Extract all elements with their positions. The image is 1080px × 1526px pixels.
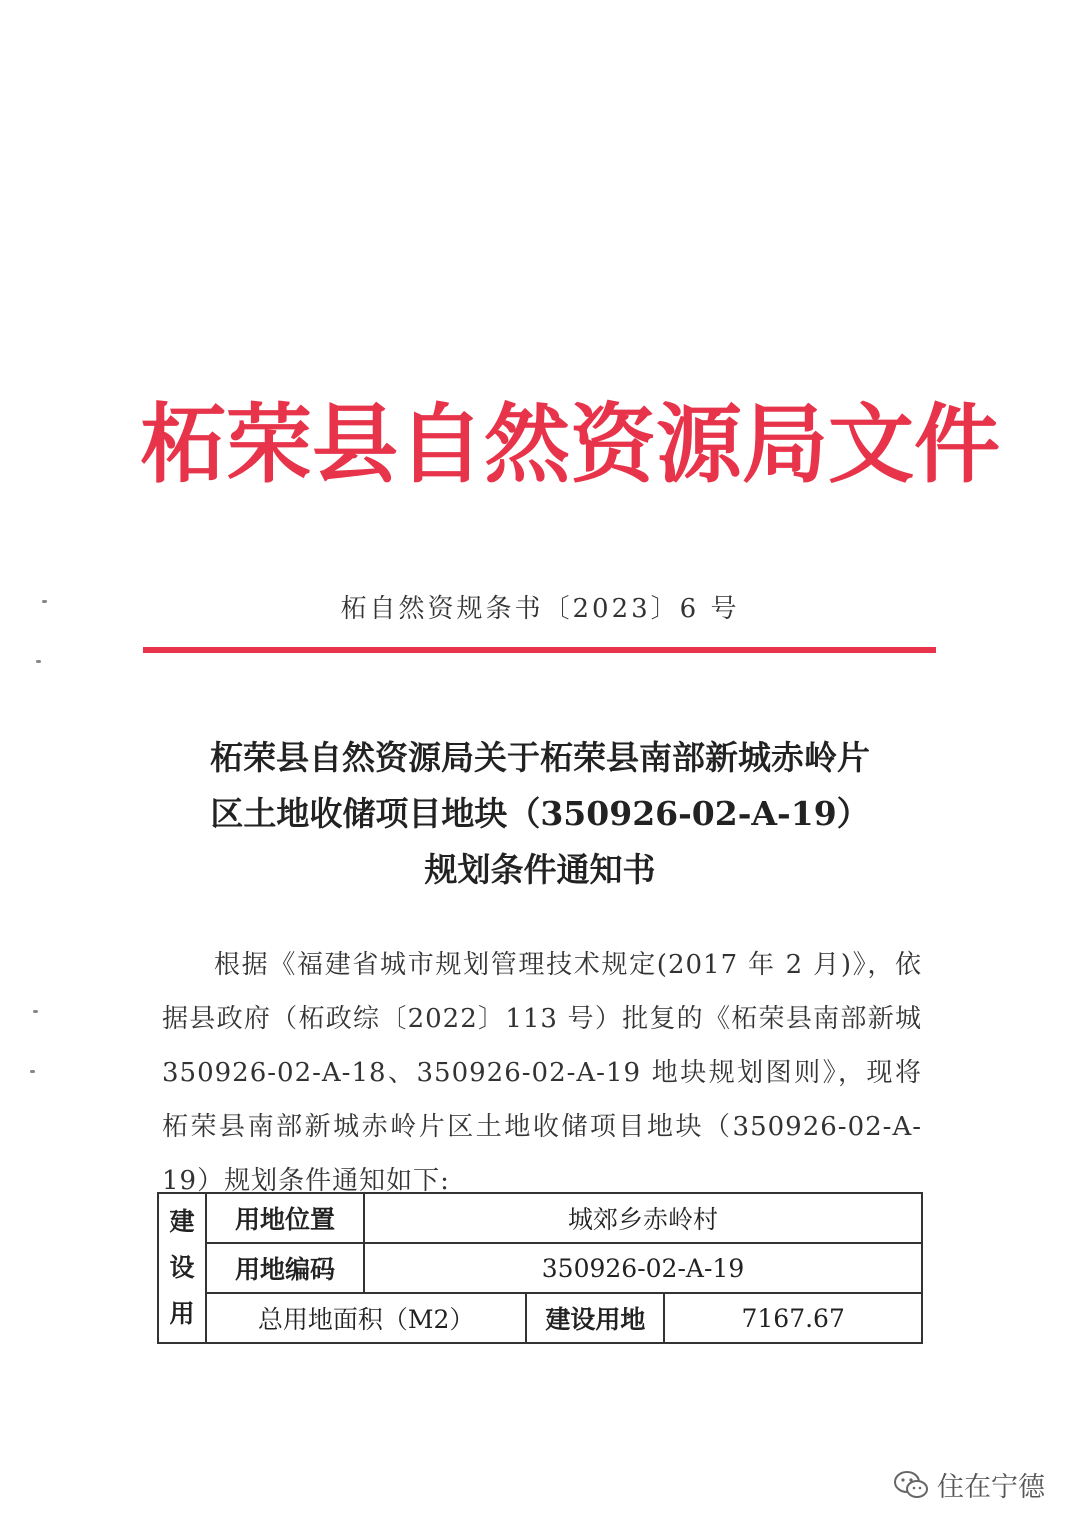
- vertical-char: 设: [169, 1253, 195, 1282]
- body-paragraph: 根据《福建省城市规划管理技术规定(2017 年 2 月)》，依据县政府（柘政综〔2022〕113 号）批复的《柘荣县南部新城 350926-02-A-18、350926-02-A-19 地块规划图则》，现将柘荣县南部新城赤岭片区土地收储项目地块（350926-02-A-19）规划条件通知如下:: [162, 950, 922, 1196]
- table-row: [158, 1293, 922, 1343]
- watermark-text: 住在宁德: [937, 1472, 1045, 1503]
- construction-land-label: 建设用地: [526, 1293, 664, 1343]
- title-line-3: 规划条件通知书: [424, 850, 656, 889]
- issuer-title: 柘荣县自然资源局文件: [140, 395, 1000, 495]
- land-location-label: 用地位置: [206, 1193, 364, 1243]
- land-code-value: 350926-02-A-19: [364, 1243, 922, 1293]
- table-row: [158, 1243, 922, 1293]
- wechat-icon: [893, 1470, 929, 1500]
- scan-speck: [30, 1070, 35, 1073]
- title-line-1: 柘荣县自然资源局关于柘荣县南部新城赤岭片: [210, 738, 870, 777]
- body-text: [162, 938, 922, 1208]
- document-title: [130, 730, 950, 898]
- land-code-label: 用地编码: [206, 1243, 364, 1293]
- document-number: 柘自然资规条书〔2023〕6 号: [340, 594, 740, 624]
- land-location-value: 城郊乡赤岭村: [364, 1193, 922, 1243]
- scan-speck: [33, 1010, 38, 1013]
- red-divider: [143, 647, 936, 653]
- vertical-category-label: [158, 1193, 206, 1343]
- vertical-char: 建: [169, 1207, 195, 1236]
- table-row: [158, 1193, 922, 1243]
- total-area-label: 总用地面积（M2）: [206, 1293, 526, 1343]
- planning-conditions-table: [157, 1192, 923, 1344]
- total-area-value: 7167.67: [664, 1293, 922, 1343]
- scan-speck: [36, 660, 41, 663]
- watermark: [893, 1465, 1045, 1504]
- vertical-char: 用: [169, 1299, 195, 1328]
- title-line-2: 区土地收储项目地块（350926-02-A-19）: [210, 794, 870, 833]
